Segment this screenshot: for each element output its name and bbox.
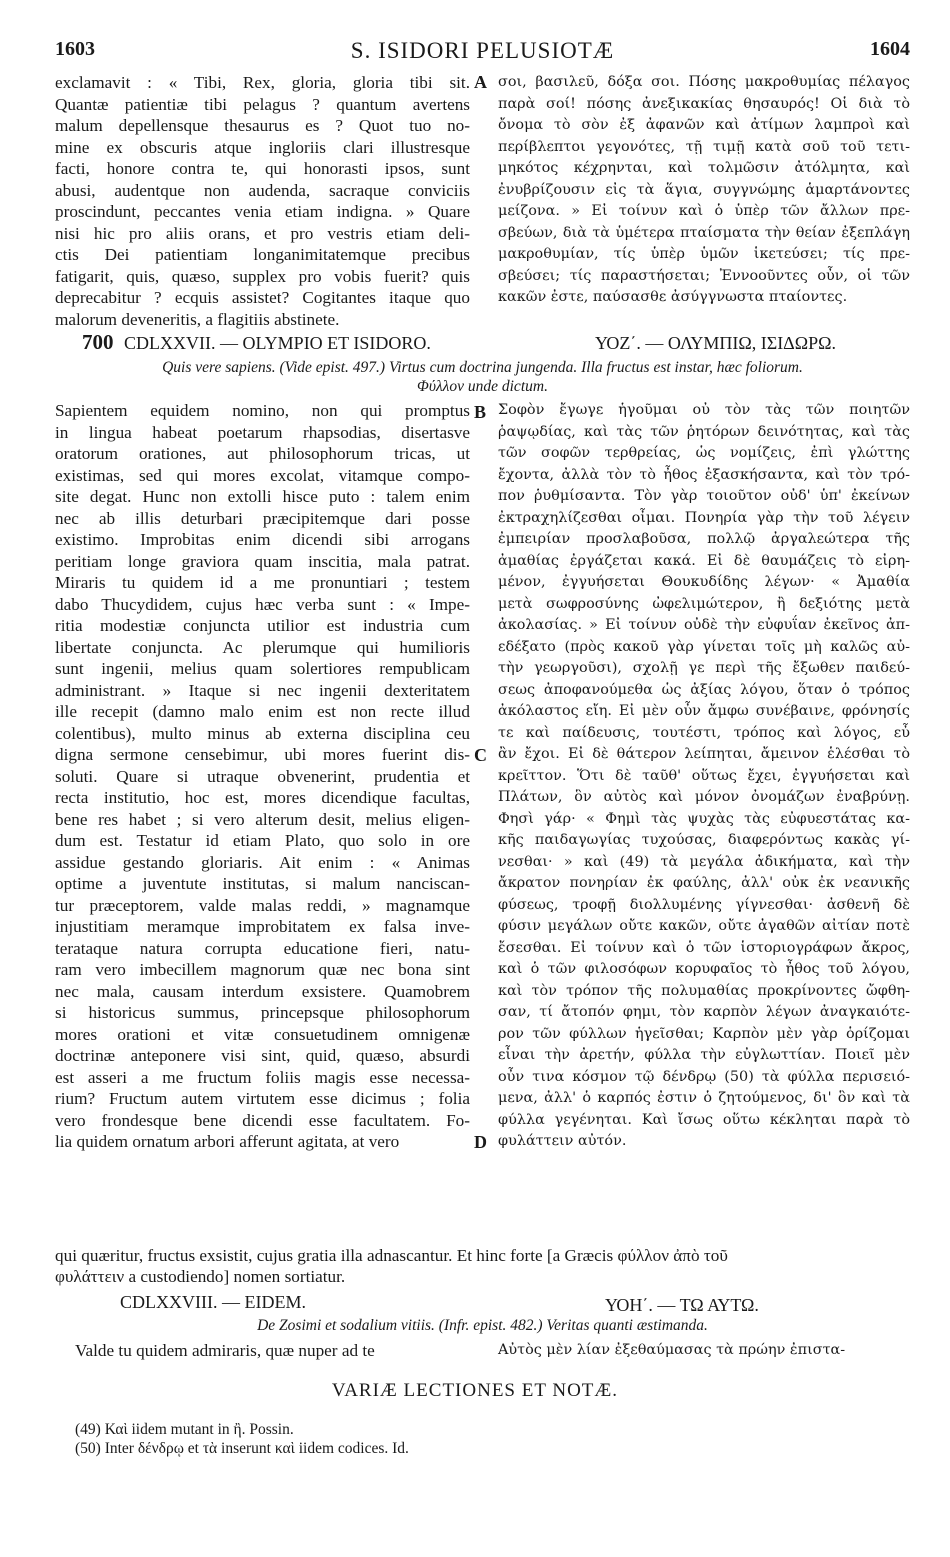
running-title: S. ISIDORI PELUSIOTÆ: [350, 38, 615, 63]
text-line: φύσιν μεγάλων οὔτε κακῶν, οὔτε ἀγαθῶν αἰτίαν ποτὲ: [498, 918, 910, 934]
text-line: recta institutio, hoc est, mores dicendique facultas,: [55, 788, 470, 807]
text-line: μετὰ σωφροσύνης ὠφελιμώτερον, ἢ δεξιότης μετὰ: [498, 595, 910, 612]
note-49: (49) Καὶ iidem mutant in ἢ. Possin.: [75, 1421, 294, 1438]
text-line: ρον τῶν φύλλων ἡγεῖσθαι; Καρπὸν μὲν γὰρ ὁρίζομαι: [498, 1025, 910, 1042]
text-line: libertate conjuncta. Ac plerumque qui humilioris: [55, 637, 470, 657]
text-line: εἶναι τὴν ἀρετήν, φύλλα τὴν εὐγλωττίαν. Ποιεῖ μὲν: [498, 1047, 910, 1063]
text-line: facti, honore contra te, qui honorasti ipsos, sunt: [55, 159, 470, 178]
text-line: digna sermone censebimur, ubi mores fuerint dis-: [55, 745, 470, 764]
text-line: ἔχοντα, ἀλλὰ τὸν τὸ ἦθος ἐξασκήσαντα, καὶ τὸν τρό-: [498, 466, 910, 483]
text-line: site degat. Hunc non extolli hisce puto : talem enim: [55, 487, 470, 506]
epistle-478-title-greek: ΥΟΗ΄. — ΤΩ ΑΥΤΩ.: [605, 1295, 759, 1315]
text-line: Miraris tu quidem id a me pronuntiari ; testem: [55, 573, 470, 592]
running-header: [55, 38, 910, 62]
text-line: optime a juventute institutas, si malum nanciscan-: [55, 874, 470, 893]
text-line: mores orationi et vitæ consuetudinem omnigenæ: [55, 1024, 470, 1044]
text-line: φύσεως, τροφῇ διολλυμένης γίγνεσθαι· ἀσθενῆ δὲ: [498, 896, 910, 913]
text-line: πον ῥυθμίσαντα. Τὸν γὰρ τοιοῦτον οὐδ' ὑπ' ἐκείνων: [498, 488, 910, 504]
text-line: ὄνομα τὸ σὸν ἐξ ἀφανῶν καὶ ἀτίμων λαμπροὶ καὶ: [498, 117, 910, 133]
text-line: existimas, sed qui mores excolat, vitamque compo-: [55, 465, 470, 485]
text-line: bene res habet ; si vero alterum desit, melius eligen-: [55, 809, 470, 829]
text-line: κῆς παιδαγωγίας τυχούσας, διαφερόντως κακὰς γί-: [498, 832, 910, 848]
epistle-478-greek-start: Αὐτὸς μὲν λίαν ἐξεθαύμασας τὰ πρώην ἐπιστα-: [498, 1342, 846, 1358]
epistle-478-summary: De Zosimi et sodalium vitiis. (Infr. epist. 482.) Veritas quanti æstimanda.: [257, 1317, 708, 1334]
text-line: est asseri a me fructum foliis magis esse necessa-: [55, 1067, 470, 1087]
text-line: οὖν τινα κόσμον τῷ δένδρῳ (50) τὰ φύλλα περισειό-: [498, 1068, 910, 1085]
text-line: nisi hic pro aliis orans, et pro vestris etiam deli-: [55, 223, 470, 243]
text-line: vero frondesque bene dicendi esse facultatem. Fo-: [55, 1110, 470, 1130]
text-line: εδέξατο (πρὸς κακοῦ γὰρ γίνεται τοῖς μὴ καλῶς αὐ-: [498, 638, 910, 655]
latin-column-b: [55, 400, 470, 1153]
text-line: ἂν ἔχοι. Εἰ δὲ θάτερον λείπηται, ἄμεινον ἑλέσθαι τὸ: [498, 746, 910, 762]
text-line: καὶ τὸν τρόπον τῆς πολυμαθίας προκρίνοντες ὤφθη-: [498, 982, 910, 999]
text-line: injustitiam meramque improbitatem ex falsa inve-: [55, 917, 470, 936]
text-line: μένον, ἐγγυήσεται Θουκυδίδης λέγων· « Ἀμαθία: [498, 574, 910, 590]
text-line: Σοφὸν ἔγωγε ἡγοῦμαι οὐ τὸν τὰς τῶν ποιητῶν: [498, 402, 910, 418]
epistle-478-latin-start: Valde tu quidem admiraris, quæ nuper ad te: [75, 1341, 375, 1360]
text-line: soluti. Quare si utraque obvenerint, prudentia et: [55, 766, 470, 786]
text-line: ctis Dei patientiam longanimitatemque precibus: [55, 245, 470, 264]
full-width-line-1: qui quæritur, fructus exsistit, cujus gratia illa adnascantur. Et hinc forte [a Græcis φύλλον ἀπὸ τοῦ: [55, 1246, 728, 1265]
text-line: ἔσεσθαι. Εἰ τοίνυν καὶ ὁ τῶν ἱστοριογράφων ἄκρος,: [498, 939, 910, 956]
text-line: περίβλεπτοι γεγονότες, τῇ τιμῇ κατὰ σοῦ τοῦ τετι-: [498, 138, 910, 155]
full-width-line-2: φυλάττειν a custodiendo] nomen sortiatur.: [55, 1267, 346, 1286]
text-line: lia quidem ornatum arbori afferunt agitata, at vero: [55, 1132, 400, 1151]
latin-column-a: [55, 72, 470, 330]
text-line: ῥαψῳδίας, καὶ τὰς τῶν ῥητόρων δεινότητας, καὶ τὰς: [498, 423, 910, 440]
text-line: nec ab illis deturbari præcipitemque dari posse: [55, 508, 470, 528]
epistle-title-latin: CDLXXVII. — OLYMPIO ET ISIDORO.: [124, 333, 431, 353]
text-line: oratorum orationes, aut philosophorum tricas, ut: [55, 444, 470, 463]
text-line: ἀκόλαστος εἴη. Εἰ μὲν οὖν ἄμφω συνέβαινε, φρόνησίς: [498, 703, 910, 719]
text-line: τὴν γεωργοῦσι), σχολῇ γε περὶ τῆς ἔξωθεν παιδεύ-: [498, 660, 910, 676]
text-line: τῶν σοφῶν τερθρείας, ὡς νομίζεις, ἐπὶ γλώττης: [498, 445, 910, 461]
text-line: abusi, audentque non audenda, sacraque conviciis: [55, 180, 470, 200]
text-line: malorum deveneritis, a flagitiis abstinete.: [55, 309, 340, 329]
text-line: proscindunt, peccantes venia etiam indigna. » Quare: [55, 202, 470, 221]
text-line: sunt ingenii, melius quam solertiores rempublicam: [55, 659, 470, 678]
text-line: τε καὶ παίδευσις, τουτέστι, τρόπος καὶ λόγος, εὖ: [498, 724, 910, 741]
greek-column-b: [498, 400, 910, 1153]
margin-marker-d: D: [474, 1132, 487, 1152]
text-line: doctrinæ anteponere visi sint, quid, quæso, absurdi: [55, 1046, 470, 1065]
text-line: φυλάττειν αὐτόν.: [498, 1133, 627, 1149]
margin-marker-c: C: [474, 745, 487, 765]
text-line: μηκότος κέχρηνται, καὶ τολμῶσιν ἀτόλμητα, καὶ: [498, 160, 910, 176]
text-line: ram vero imbecillem magnorum quæ nec bona sint: [55, 960, 470, 979]
epistle-summary: Quis vere sapiens. (Vide epist. 497.) Virtus cum doctrina jungenda. Illa fructus est instar, hæc foliorum.: [162, 359, 803, 376]
greek-column-a: [498, 72, 910, 309]
text-line: σεως ἀποφανούμεθα ὡς ἀξίας λόγου, ὅταν ὁ τρόπος: [498, 681, 910, 698]
text-line: fatigarit, quis, quæso, supplex pro vobis fuerit? quis: [55, 266, 470, 286]
text-line: si historicus summus, princepsque philosophorum: [55, 1003, 470, 1022]
text-line: νεσθαι· » καὶ (49) τὰ μεγάλα ἀδικήματα, καὶ τὴν: [498, 853, 910, 870]
text-line: deprecabitur ? ecquis assistet? Cogitantes itaque quo: [55, 288, 470, 307]
text-line: ἀμαθίας ἐργάζεται κακά. Εἰ δὲ θαυμάζεις τὸ εἰρη-: [498, 552, 910, 569]
note-50: (50) Inter δένδρῳ et τὰ inserunt καὶ iidem codices. Id.: [75, 1440, 409, 1457]
epistle-title-greek: ΥΟΖ΄. — ΟΛΥΜΠΙΩ, ΙΣΙΔΩΡΩ.: [595, 333, 837, 353]
page-number-left: 1603: [55, 38, 95, 60]
epistle-number: 700: [82, 330, 114, 354]
text-line: ἐνυβρίζουσιν εἰς τὰ ἅγια, συγγνώμης ἁμαρτάνοντες: [498, 181, 910, 198]
text-line: dabo Thucydidem, cujus hæc verba sunt : « Impe-: [55, 594, 470, 614]
page-number-right: 1604: [870, 38, 910, 60]
epistle-heading-latin: [82, 330, 431, 355]
text-line: ἐκτραχηλίζεσθαι οἶμαι. Πονηρία γὰρ τὴν τοῦ λέγειν: [498, 509, 910, 526]
margin-marker-a: A: [474, 72, 487, 92]
text-line: colentibus), multo minus ab externa disciplina ceu: [55, 723, 470, 743]
text-line: in lingua habeat poetarum rhapsodias, disertasve: [55, 422, 470, 442]
text-line: φύλλα γεγένηται. Καὶ ἴσως οὕτω κέκληται παρὰ τὸ: [498, 1111, 910, 1128]
text-line: existimo. Improbitas enim dicendi sibi arrogans: [55, 530, 470, 549]
text-line: nec mala, causam interdum exsistere. Quamobrem: [55, 981, 470, 1001]
text-line: tur præceptorem, valde malas reddi, » magnamque: [55, 895, 470, 915]
text-line: malum depellensque thesaurus es ? Quot tuo no-: [55, 116, 470, 135]
text-line: σβεύσει; τίς παραστήσεται; Ἐννοοῦντες οὖν, οἱ τῶν: [498, 267, 910, 284]
text-line: Φησὶ γάρ· « Φημὶ τὰς ψυχὰς τὰς εὐφυεστάτας κα-: [498, 810, 910, 827]
text-line: peritiam longe graviora quam inscitia, mala patrat.: [55, 551, 470, 571]
notes-list: [75, 1420, 409, 1458]
text-line: μακροθυμίαν, τίς ὑπὲρ ὑμῶν ἱκετεύσει; τίς πρε-: [498, 246, 910, 262]
text-line: μενα, ἀλλ' ὁ καρπός ἐστιν ὁ ζητούμενος, δι' ὃν καὶ τὰ: [498, 1090, 910, 1106]
text-line: mine ex obscuris atque ingloriis clari illustresque: [55, 137, 470, 157]
notes-title: VARIÆ LECTIONES ET NOTÆ.: [331, 1380, 619, 1401]
text-line: Πλάτων, ὃν αὐτὸς καὶ μόνον ὀνομάζων ἐναβρύνῃ.: [498, 789, 910, 805]
epistle-478-title-latin: CDLXXVIII. — EIDEM.: [120, 1292, 306, 1312]
epistle-summary-greek-word: Φύλλον unde dictum.: [417, 378, 548, 395]
margin-marker-b: B: [474, 402, 487, 422]
text-line: ille recepit (damno malo enim est non recte illud: [55, 702, 470, 721]
text-line: exclamavit : « Tibi, Rex, gloria, gloria tibi sit.: [55, 73, 470, 92]
text-line: Quantæ patientiæ tibi pelagus ? quantum avertens: [55, 94, 470, 114]
text-line: παρὰ σοί! πόσης ἀνεξικακίας θησαυρός! Οἱ διὰ τὸ: [498, 95, 910, 112]
text-line: rium? Fructum autem virtutem esse dicimus ; folia: [55, 1089, 470, 1108]
text-line: ἐμπειρίαν προσλαβοῦσα, πολλῷ ἀργαλεώτερα τῆς: [498, 531, 910, 547]
text-line: assidue gestando gloriaris. Ait enim : « Animas: [55, 852, 470, 872]
text-line: dum est. Testatur id etiam Plato, quo solo in ore: [55, 831, 470, 850]
text-line: σβεύων, διὰ τὰ ὑμέτερα πταίσματα τὴν θείαν ἐξεπλάγη: [498, 224, 910, 241]
text-line: Sapientem equidem nomino, non qui promptus: [55, 401, 470, 420]
text-line: ἄκρατον πονηρίαν ἐκ φαύλης, ἀλλ' οὐκ ἐκ νεανικῆς: [498, 875, 910, 891]
text-line: κρεῖττον. Ὅτι δὲ ταῦθ' οὕτως ἔχει, ἐγγυήσεται καὶ: [498, 767, 910, 784]
text-line: σοι, βασιλεῦ, δόξα σοι. Πόσης μακροθυμίας πέλαγος: [498, 74, 910, 90]
text-line: ritia modestiæ conjuncta utilior est industria cum: [55, 616, 470, 635]
text-line: κακῶν ἐστε, παύσασθε ἀσύγγνωστα πταίοντες.: [498, 289, 848, 305]
text-line: administrant. » Itaque si nec ingenii dexteritatem: [55, 680, 470, 700]
text-line: καὶ ὁ τῶν φιλοσόφων κορυφαῖος τὸ ἦθος τοῦ λόγου,: [498, 961, 910, 977]
text-line: ἀκολασίας. » Εἰ τοίνυν οὐδὲ τὴν εὐφυΐαν ἐκεῖνος ἀπ-: [498, 617, 910, 633]
text-line: μείζονα. » Εἰ τοίνυν καὶ ὁ ὑπὲρ τῶν ἄλλων πρε-: [498, 203, 910, 219]
text-line: σαν, τί ἄτοπόν φημι, τὸν καρπὸν λέγων ἀναγκαιότε-: [498, 1004, 910, 1020]
text-line: terataque natura corrupta educatione fieri, natu-: [55, 938, 470, 958]
